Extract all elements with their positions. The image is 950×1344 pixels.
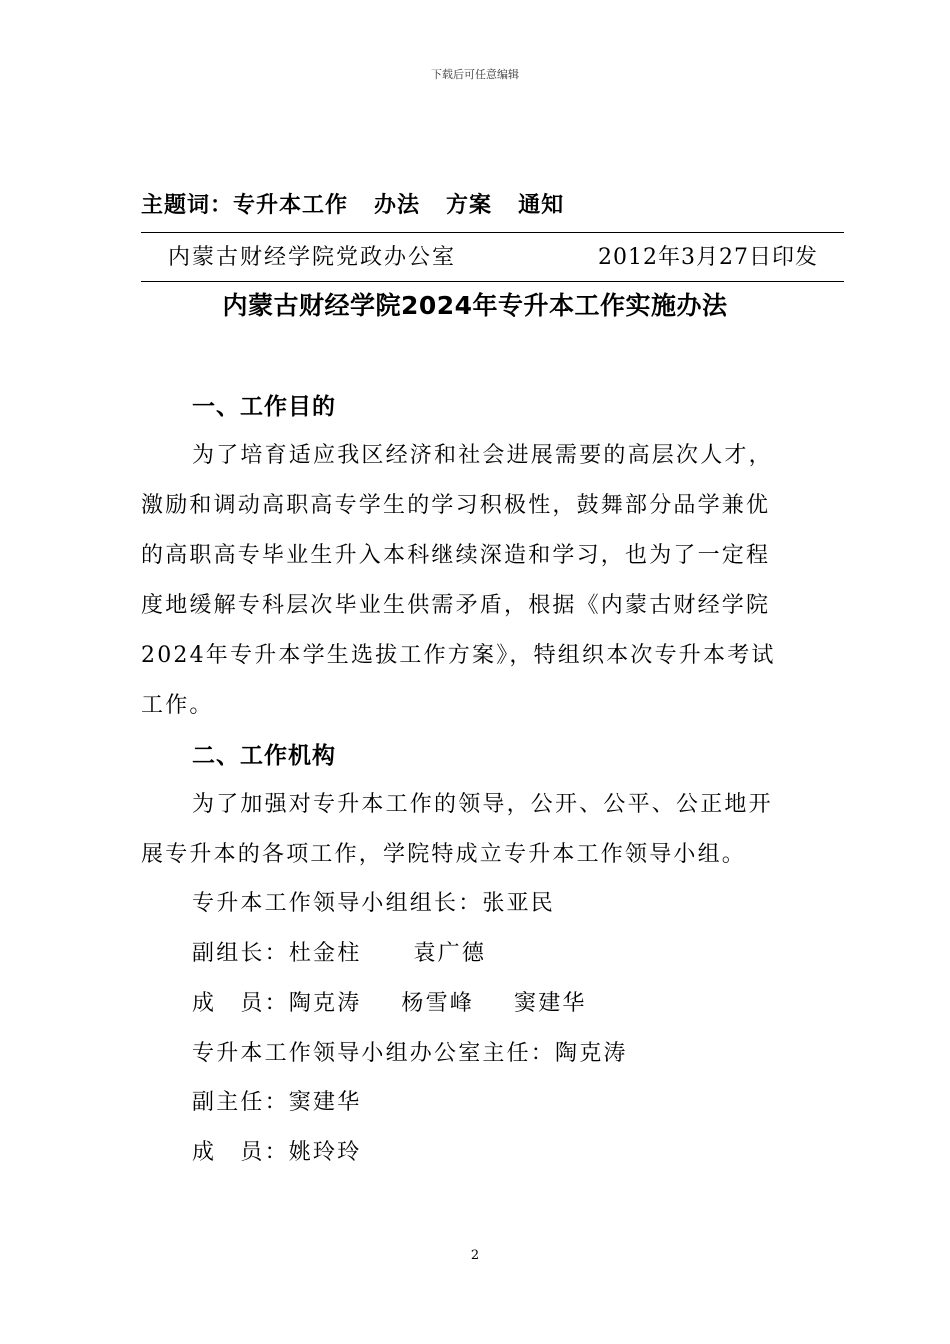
top-divider: [141, 232, 844, 233]
document-title: 内蒙古财经学院2024年专升本工作实施办法: [222, 291, 728, 320]
keyword-item: 办法: [374, 193, 421, 218]
paragraph-line: 为了培育适应我区经济和社会进展需要的高层次人才，: [192, 443, 773, 468]
person-name: 窦建华: [514, 991, 587, 1016]
person-name: 杨雪峰: [401, 991, 475, 1016]
keyword-item: 通知: [518, 193, 565, 218]
group-leader-line: 专升本工作领导小组组长：张亚民: [192, 891, 556, 916]
person-name: 袁广德: [413, 941, 487, 966]
office-director-line: 专升本工作领导小组办公室主任：陶克涛: [192, 1041, 628, 1066]
paragraph-line: 工作。: [141, 693, 214, 718]
header-watermark: 下载后可任意编辑: [431, 68, 519, 81]
section-heading: 二、工作机构: [192, 743, 336, 769]
paragraph-line: 为了加强对专升本工作的领导，公开、公平、公正地开: [192, 792, 773, 817]
office-deputy-line: 副主任：窦建华: [192, 1090, 362, 1115]
keyword-item: 专升本工作: [233, 193, 349, 218]
keywords-label: 主题词：: [141, 193, 234, 218]
paragraph-line: 激励和调动高职高专学生的学习积极性，鼓舞部分品学兼优: [141, 493, 771, 518]
paragraph-line: 的高职高专毕业生升入本科继续深造和学习，也为了一定程: [141, 543, 771, 568]
subject-keywords: [141, 188, 564, 219]
office-member-line: 成 员：姚玲玲: [192, 1140, 362, 1165]
deputy-leaders-line: [192, 936, 486, 967]
issue-date: 2012年3月27日印发: [598, 245, 818, 270]
person-name: 杜金柱: [288, 941, 362, 966]
member-label: 成 员：: [192, 991, 289, 1016]
section-heading: 一、工作目的: [192, 394, 336, 420]
issuing-office: 内蒙古财经学院党政办公室: [168, 245, 457, 270]
person-name: 陶克涛: [288, 991, 362, 1016]
paragraph-line: 展专升本的各项工作，学院特成立专升本工作领导小组。: [141, 842, 747, 867]
bottom-divider: [141, 281, 844, 282]
paragraph-line: 2024年专升本学生选拔工作方案》，特组织本次专升本考试: [141, 643, 776, 668]
paragraph-line: 度地缓解专科层次毕业生供需矛盾，根据《内蒙古财经学院: [141, 593, 771, 618]
keyword-item: 方案: [446, 193, 493, 218]
group-members-line: [192, 986, 587, 1017]
deputy-label: 副组长：: [192, 941, 289, 966]
page-number: 2: [470, 1248, 480, 1263]
